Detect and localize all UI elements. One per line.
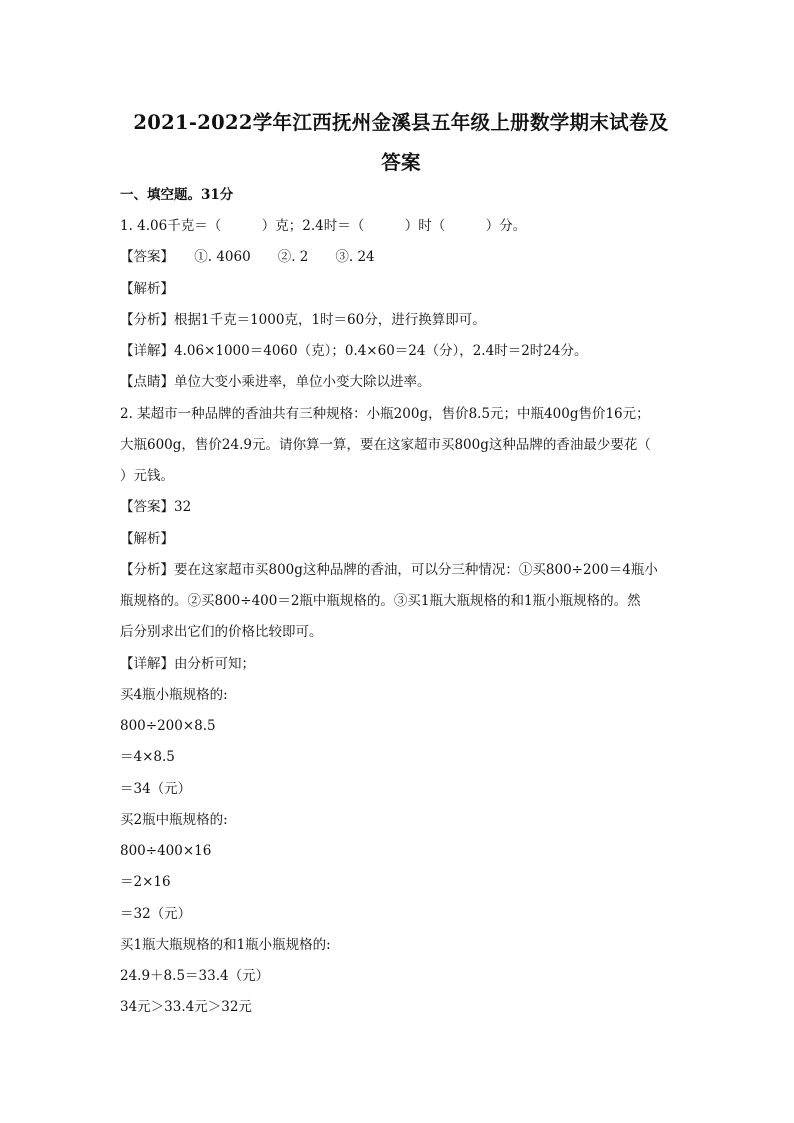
- text-line: 1. 4.06千克＝（ ）克；2.4时＝（ ）时（ ）分。: [120, 218, 527, 234]
- section-heading: 一、填空题。31分: [120, 187, 234, 203]
- text-line: ＝2×16: [120, 874, 171, 890]
- text-line: 2. 某超市一种品牌的香油共有三种规格：小瓶200g，售价8.5元；中瓶400g售价16元；: [120, 406, 650, 422]
- text-line: 大瓶600g，售价24.9元。请你算一算，要在这家超市买800g这种品牌的香油最少要花（: [120, 437, 651, 453]
- text-line: 800÷200×8.5: [120, 718, 216, 734]
- text-line: ＝32（元）: [120, 906, 192, 922]
- text-line: 【详解】4.06×1000＝4060（克）；0.4×60＝24（分），2.4时＝2时24分。: [120, 343, 588, 359]
- text-line: 【分析】根据1千克＝1000克，1时＝60分，进行换算即可。: [120, 312, 486, 328]
- text-line: 买1瓶大瓶规格的和1瓶小瓶规格的:: [120, 937, 331, 953]
- title-line-2: 答案: [381, 151, 421, 174]
- text-line: 后分别求出它们的价格比较即可。: [120, 624, 323, 640]
- document-title: [96, 103, 706, 183]
- text-line: ）元钱。: [120, 468, 174, 484]
- text-line: 24.9＋8.5＝33.4（元）: [120, 968, 270, 984]
- text-line: 瓶规格的。②买800÷400＝2瓶中瓶规格的。③买1瓶大瓶规格的和1瓶小瓶规格的。然: [120, 593, 641, 609]
- text-line: 【分析】要在这家超市买800g这种品牌的香油，可以分三种情况：①买800÷200＝4瓶小: [120, 562, 658, 578]
- text-line: ＝4×8.5: [120, 749, 175, 765]
- text-line: 【答案】32: [120, 499, 192, 515]
- text-line: 买2瓶中瓶规格的:: [120, 812, 228, 828]
- text-line: 买4瓶小瓶规格的:: [120, 687, 228, 703]
- text-line: 34元＞33.4元＞32元: [120, 999, 252, 1015]
- text-line: 【详解】由分析可知；: [120, 656, 255, 672]
- title-line-1: 2021-2022学年江西抚州金溪县五年级上册数学期末试卷及: [133, 111, 669, 134]
- text-line: 【答案】 ①. 4060 ②. 2 ③. 24: [120, 249, 375, 265]
- text-line: 【解析】: [120, 531, 174, 547]
- text-line: 【点睛】单位大变小乘进率，单位小变大除以进率。: [120, 374, 431, 390]
- text-line: 800÷400×16: [120, 843, 212, 859]
- text-line: ＝34（元）: [120, 781, 192, 797]
- text-line: 【解析】: [120, 281, 174, 297]
